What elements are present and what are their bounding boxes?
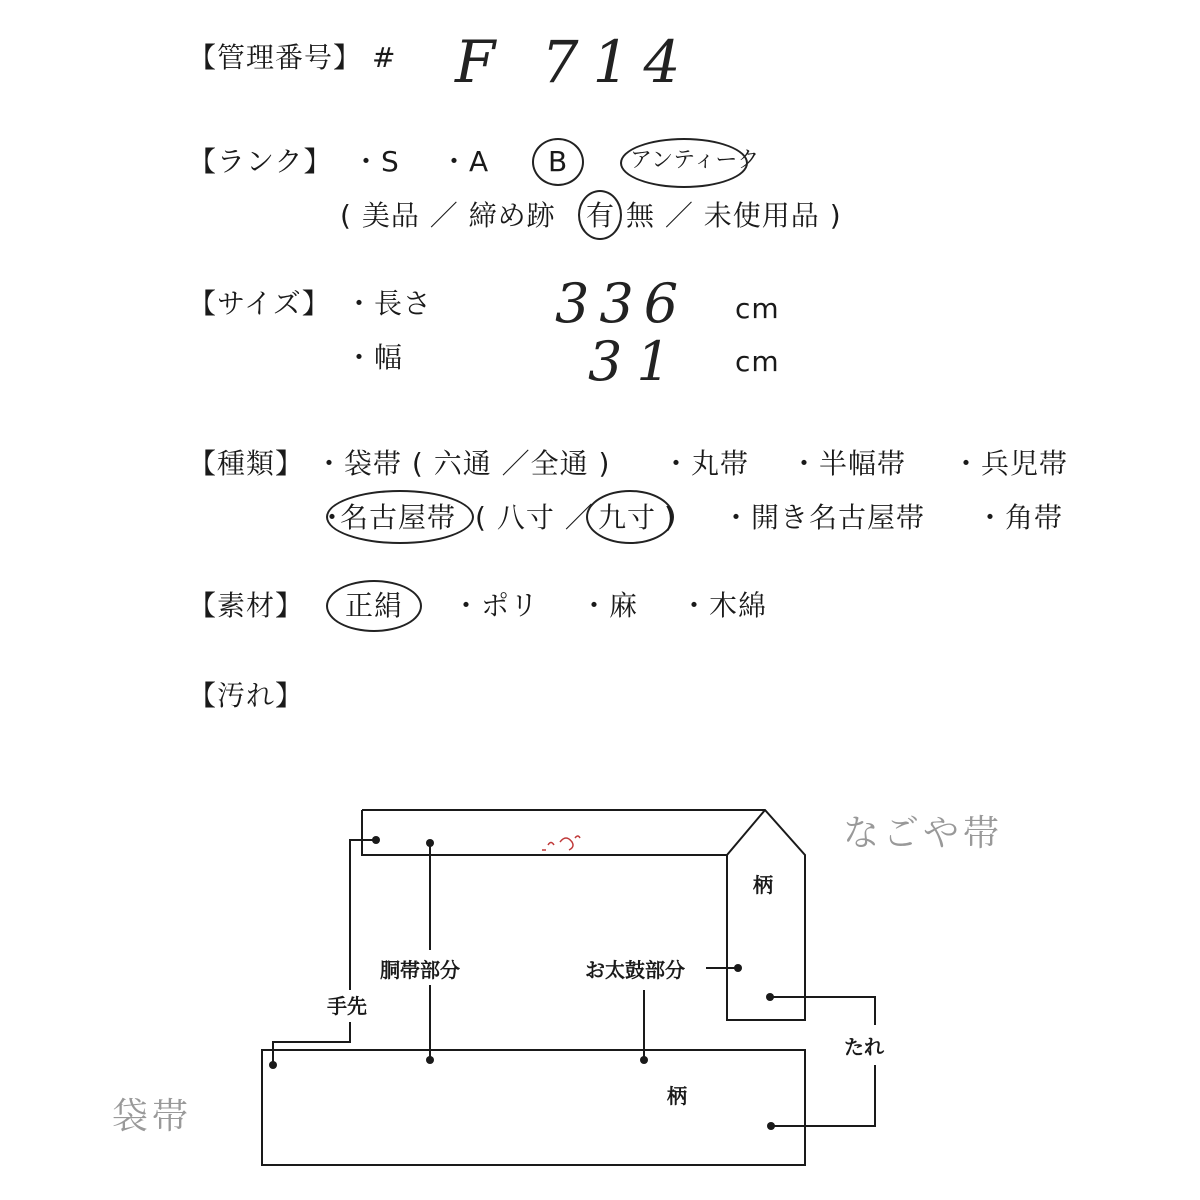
type-heko: ・兵児帯 <box>952 447 1069 480</box>
pattern-label-bottom: 柄 <box>667 1086 687 1108</box>
rank-label: 【ランク】 <box>188 145 333 178</box>
condition-selected: 有 <box>586 199 616 232</box>
pattern-label-top: 柄 <box>753 875 773 897</box>
stain-label: 【汚れ】 <box>188 679 305 712</box>
type-fukuro: ・袋帯 ( 六通 ／全通 ) <box>315 447 611 480</box>
width-value-handwritten: 31 <box>588 330 685 393</box>
material-label: 【素材】 <box>188 589 305 622</box>
rank-option-antique: アンティーク <box>630 148 760 173</box>
material-silk: 正絹 <box>345 589 404 622</box>
tare-label: たれ <box>844 1037 884 1059</box>
length-value-handwritten: 336 <box>555 272 689 335</box>
dobu-label: 胴帯部分 <box>380 960 460 982</box>
type-nagoya: 名古屋帯 <box>340 501 457 534</box>
stain-mark <box>542 836 580 850</box>
length-label: ・長さ <box>345 287 433 320</box>
type-paren-close: ) <box>664 501 676 534</box>
type-kyusun: 九寸 <box>598 501 657 534</box>
width-unit: cm <box>735 345 780 378</box>
rank-option-b: B <box>548 145 569 178</box>
fukuro-obi-outline <box>262 1050 805 1165</box>
rank-option-a: ・A <box>440 145 490 178</box>
type-hanhaba: ・半幅帯 <box>790 447 907 480</box>
type-paren-open: ( 八寸 ／ <box>475 501 594 534</box>
condition-open: ( 美品 ／ 締め跡 <box>340 199 556 232</box>
type-label: 【種類】 <box>188 447 305 480</box>
condition-rest: 無 ／ 未使用品 ) <box>626 199 842 232</box>
fukuro-title: 袋帯 <box>112 1096 193 1137</box>
material-cotton: ・木綿 <box>680 589 768 622</box>
rank-option-s: ・S <box>352 145 400 178</box>
type-nagoya-dot: ・ <box>318 501 348 534</box>
material-asa: ・麻 <box>580 589 639 622</box>
management-label: 【管理番号】 <box>188 41 363 74</box>
length-unit: cm <box>735 292 780 325</box>
management-hash: # <box>372 41 397 74</box>
nagoya-title: なごや帯 <box>843 813 1004 854</box>
taiko-label: お太鼓部分 <box>585 960 685 982</box>
type-maru: ・丸帯 <box>662 447 750 480</box>
type-hiraki: ・開き名古屋帯 <box>722 501 926 534</box>
management-number-handwritten: F 714 <box>455 28 695 96</box>
material-poly: ・ポリ <box>452 589 540 622</box>
type-kaku: ・角帯 <box>976 501 1064 534</box>
tesaki-label: 手先 <box>327 996 367 1018</box>
width-label: ・幅 <box>345 341 404 374</box>
size-label: 【サイズ】 <box>188 287 331 320</box>
